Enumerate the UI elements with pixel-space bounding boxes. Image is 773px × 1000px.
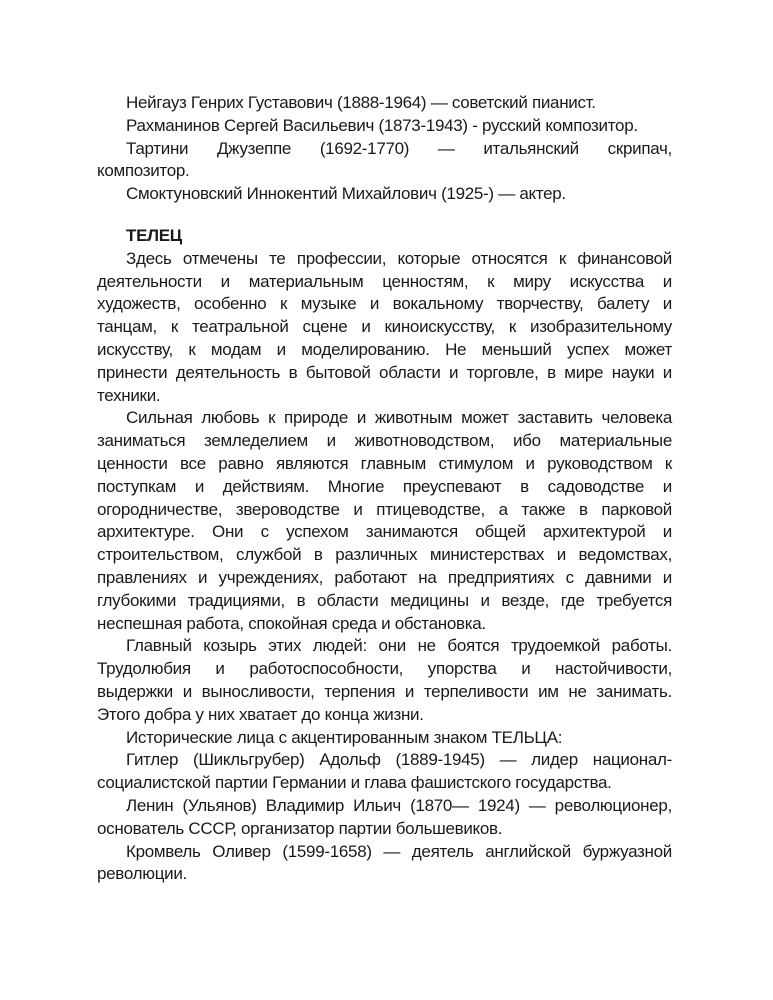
text-line: поступкам и действиям. Многие преуспевают в садоводстве и xyxy=(97,476,672,496)
text-line: огородничестве, звероводстве и птицеводстве, а также в парковой xyxy=(97,499,672,519)
document-page xyxy=(97,92,672,886)
text-line: Исторические лица с акцентированным знаком ТЕЛЬЦА: xyxy=(126,727,563,747)
paragraph xyxy=(97,727,672,750)
text-line: Сильная любовь к природе и животным может заставить человека xyxy=(126,408,672,428)
paragraph xyxy=(97,795,672,841)
paragraph xyxy=(97,635,672,726)
text-line: Рахманинов Сергей Васильевич (1873-1943) - русский композитор. xyxy=(126,115,638,135)
text-line: Трудолюбия и работоспособности, упорства и настойчивости, xyxy=(97,659,672,679)
text-line: неспешная работа, спокойная среда и обстановка. xyxy=(97,613,486,633)
text-line: ценности все равно являются главным стимулом и руководством к xyxy=(97,453,672,473)
paragraph xyxy=(97,407,672,635)
text-line: социалистской партии Германии и глава фашистского государства. xyxy=(97,773,612,793)
text-line: композитор. xyxy=(97,161,190,181)
text-line: Смоктуновский Иннокентий Михайлович (1925-) — актер. xyxy=(126,184,566,204)
paragraph xyxy=(97,248,672,408)
text-line: художеств, особенно к музыке и вокальному творчеству, балету и xyxy=(97,294,672,314)
text-line: танцам, к театральной сцене и киноискусству, к изобразительному xyxy=(97,317,672,337)
paragraph xyxy=(97,115,672,138)
text-line: Ленин (Ульянов) Владимир Ильич (1870— 1924) — революционер, xyxy=(126,795,672,815)
text-line: Нейгауз Генрих Густавович (1888-1964) — советский пианист. xyxy=(126,93,596,112)
text-line: глубокими традициями, в области медицины и везде, где требуется xyxy=(97,590,672,610)
text-line: основатель СССР, организатор партии большевиков. xyxy=(97,818,503,838)
text-line: Этого добра у них хватает до конца жизни. xyxy=(97,704,424,724)
text-line: выдержки и выносливости, терпения и терпеливости им не занимать. xyxy=(97,681,672,701)
text-line: Здесь отмечены те профессии, которые относятся к финансовой xyxy=(126,248,672,268)
section-heading: ТЕЛЕЦ xyxy=(126,225,182,245)
text-line: деятельности и материальным ценностям, к миру искусства и xyxy=(97,271,672,291)
text-line: техники. xyxy=(97,385,161,405)
text-line: Тартини Джузеппе (1692-1770) — итальянский скрипач, xyxy=(126,138,672,158)
text-line: заниматься земледелием и животноводством, ибо материальные xyxy=(97,431,672,451)
text-line: искусству, к модам и моделированию. Не меньший успех может xyxy=(97,339,672,359)
text-line: архитектуре. Они с успехом занимаются общей архитектурой и xyxy=(97,522,672,542)
paragraph xyxy=(97,92,672,115)
text-line: Гитлер (Шикльгрубер) Адольф (1889-1945) — лидер национал- xyxy=(126,750,672,770)
paragraph xyxy=(97,749,672,795)
paragraph xyxy=(97,138,672,184)
text-line: Кромвель Оливер (1599-1658) — деятель английской буржуазной xyxy=(126,841,672,861)
spacer xyxy=(97,206,672,225)
paragraph xyxy=(97,183,672,206)
text-line: Главный козырь этих людей: они не боятся трудоемкой работы. xyxy=(126,636,672,656)
paragraph xyxy=(97,841,672,887)
text-line: принести деятельность в бытовой области и торговле, в мире науки и xyxy=(97,362,672,382)
text-line: строительством, службой в различных министерствах и ведомствах, xyxy=(97,545,672,565)
text-line: правлениях и учреждениях, работают на предприятиях с давними и xyxy=(97,567,672,587)
text-line: революции. xyxy=(97,864,187,884)
